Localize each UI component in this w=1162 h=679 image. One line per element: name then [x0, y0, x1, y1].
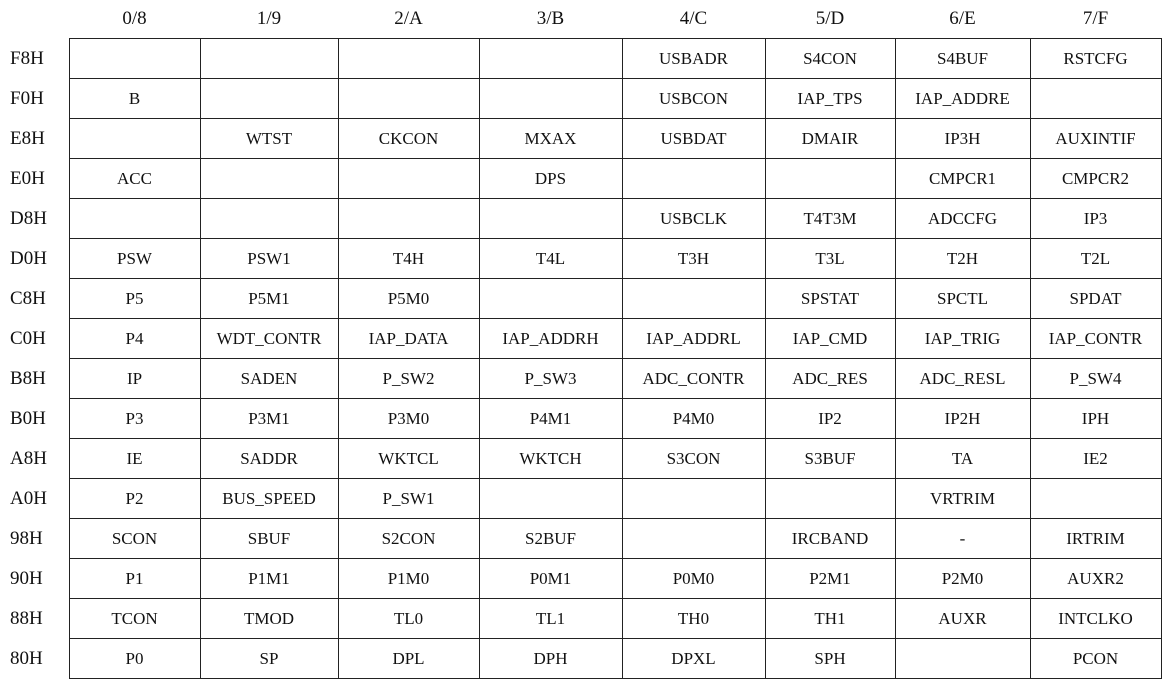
- register-cell: IAP_DATA: [338, 319, 479, 359]
- register-cell: SP: [200, 639, 338, 679]
- column-header: 6/E: [949, 8, 976, 29]
- register-cell: P3M0: [338, 399, 479, 439]
- table-row: [0, 599, 1161, 639]
- register-cell: IAP_CMD: [765, 319, 895, 359]
- register-cell: P2M0: [895, 559, 1030, 599]
- register-cell: T2H: [895, 239, 1030, 279]
- register-cell: IE: [69, 439, 200, 479]
- register-cell: S4CON: [765, 39, 895, 79]
- register-cell: TH1: [765, 599, 895, 639]
- register-cell: WKTCH: [479, 439, 622, 479]
- table-row: [0, 199, 1161, 239]
- table-row: [0, 279, 1161, 319]
- register-cell: [200, 159, 338, 199]
- table-row: [0, 239, 1161, 279]
- register-cell: P4M0: [622, 399, 765, 439]
- register-cell: [479, 79, 622, 119]
- register-cell: TL1: [479, 599, 622, 639]
- register-cell: T2L: [1030, 239, 1161, 279]
- register-cell: [479, 199, 622, 239]
- table-body: [0, 39, 1161, 679]
- table-row: [0, 559, 1161, 599]
- register-cell: [622, 279, 765, 319]
- register-cell: WKTCL: [338, 439, 479, 479]
- table-header: [0, 0, 1161, 39]
- register-cell: IP: [69, 359, 200, 399]
- register-cell: ADCCFG: [895, 199, 1030, 239]
- register-cell: DPS: [479, 159, 622, 199]
- register-cell: [338, 199, 479, 239]
- register-cell: -: [895, 519, 1030, 559]
- register-cell: [622, 159, 765, 199]
- register-cell: AUXR: [895, 599, 1030, 639]
- register-cell: TCON: [69, 599, 200, 639]
- register-cell: USBADR: [622, 39, 765, 79]
- register-cell: P_SW3: [479, 359, 622, 399]
- row-address: E0H: [10, 167, 45, 189]
- register-cell: USBCON: [622, 79, 765, 119]
- register-cell: VRTRIM: [895, 479, 1030, 519]
- table-row: [0, 319, 1161, 359]
- register-cell: CKCON: [338, 119, 479, 159]
- register-cell: SPSTAT: [765, 279, 895, 319]
- register-cell: [622, 519, 765, 559]
- register-cell: [338, 79, 479, 119]
- table-row: [0, 159, 1161, 199]
- register-cell: AUXINTIF: [1030, 119, 1161, 159]
- register-cell: DMAIR: [765, 119, 895, 159]
- register-cell: S2CON: [338, 519, 479, 559]
- register-cell: [765, 159, 895, 199]
- register-cell: IAP_TRIG: [895, 319, 1030, 359]
- table-row: [0, 119, 1161, 159]
- register-cell: USBCLK: [622, 199, 765, 239]
- column-header: 1/9: [256, 8, 282, 29]
- register-cell: P3: [69, 399, 200, 439]
- register-cell: [200, 39, 338, 79]
- register-cell: INTCLKO: [1030, 599, 1161, 639]
- register-cell: T4L: [479, 239, 622, 279]
- register-cell: [338, 159, 479, 199]
- register-cell: T3H: [622, 239, 765, 279]
- register-cell: [338, 39, 479, 79]
- register-cell: [200, 79, 338, 119]
- register-cell: IAP_ADDRE: [895, 79, 1030, 119]
- register-cell: IAP_ADDRH: [479, 319, 622, 359]
- register-cell: BUS_SPEED: [200, 479, 338, 519]
- register-cell: IPH: [1030, 399, 1161, 439]
- register-cell: S4BUF: [895, 39, 1030, 79]
- register-cell: DPXL: [622, 639, 765, 679]
- register-cell: WDT_CONTR: [200, 319, 338, 359]
- row-address: F8H: [10, 47, 44, 69]
- column-header: 2/A: [394, 8, 423, 29]
- register-cell: SCON: [69, 519, 200, 559]
- register-cell: [765, 479, 895, 519]
- register-cell: P5M1: [200, 279, 338, 319]
- column-header: 7/F: [1082, 8, 1109, 29]
- register-cell: SPCTL: [895, 279, 1030, 319]
- register-cell: TL0: [338, 599, 479, 639]
- table-row: [0, 39, 1161, 79]
- register-cell: CMPCR1: [895, 159, 1030, 199]
- register-cell: DPH: [479, 639, 622, 679]
- row-address: F0H: [10, 87, 44, 109]
- register-cell: [69, 39, 200, 79]
- register-cell: USBDAT: [622, 119, 765, 159]
- register-cell: IP2: [765, 399, 895, 439]
- register-cell: SBUF: [200, 519, 338, 559]
- register-cell: P1M0: [338, 559, 479, 599]
- register-cell: P5: [69, 279, 200, 319]
- register-cell: IP2H: [895, 399, 1030, 439]
- row-address: 80H: [10, 647, 43, 669]
- register-cell: P0M1: [479, 559, 622, 599]
- register-cell: S3CON: [622, 439, 765, 479]
- register-cell: IAP_ADDRL: [622, 319, 765, 359]
- register-cell: P1M1: [200, 559, 338, 599]
- row-address: 88H: [10, 607, 43, 629]
- register-cell: TA: [895, 439, 1030, 479]
- row-address: D0H: [10, 247, 47, 269]
- register-cell: P4M1: [479, 399, 622, 439]
- register-cell: RSTCFG: [1030, 39, 1161, 79]
- register-cell: [1030, 479, 1161, 519]
- register-cell: IP3H: [895, 119, 1030, 159]
- register-cell: ADC_RESL: [895, 359, 1030, 399]
- row-address: 90H: [10, 567, 43, 589]
- register-cell: AUXR2: [1030, 559, 1161, 599]
- row-address: E8H: [10, 127, 45, 149]
- register-cell: IAP_CONTR: [1030, 319, 1161, 359]
- register-cell: P_SW1: [338, 479, 479, 519]
- header-corner: [0, 0, 69, 39]
- row-address: C8H: [10, 287, 46, 309]
- register-cell: P3M1: [200, 399, 338, 439]
- register-cell: ADC_RES: [765, 359, 895, 399]
- register-cell: P1: [69, 559, 200, 599]
- register-cell: IRTRIM: [1030, 519, 1161, 559]
- register-cell: S2BUF: [479, 519, 622, 559]
- register-cell: PCON: [1030, 639, 1161, 679]
- register-cell: PSW1: [200, 239, 338, 279]
- register-cell: [200, 199, 338, 239]
- register-cell: TH0: [622, 599, 765, 639]
- register-cell: P0: [69, 639, 200, 679]
- table-row: [0, 519, 1161, 559]
- register-cell: P2: [69, 479, 200, 519]
- register-cell: SADDR: [200, 439, 338, 479]
- register-cell: P_SW2: [338, 359, 479, 399]
- register-cell: WTST: [200, 119, 338, 159]
- row-address: A8H: [10, 447, 47, 469]
- register-cell: P_SW4: [1030, 359, 1161, 399]
- register-cell: T4T3M: [765, 199, 895, 239]
- register-cell: S3BUF: [765, 439, 895, 479]
- register-cell: [895, 639, 1030, 679]
- register-cell: [622, 479, 765, 519]
- column-header: 4/C: [679, 8, 708, 29]
- register-cell: [69, 119, 200, 159]
- register-cell: SPH: [765, 639, 895, 679]
- register-cell: [479, 39, 622, 79]
- register-cell: MXAX: [479, 119, 622, 159]
- register-cell: IAP_TPS: [765, 79, 895, 119]
- register-cell: TMOD: [200, 599, 338, 639]
- row-address: B0H: [10, 407, 46, 429]
- table-row: [0, 399, 1161, 439]
- register-cell: P2M1: [765, 559, 895, 599]
- register-cell: CMPCR2: [1030, 159, 1161, 199]
- register-cell: IE2: [1030, 439, 1161, 479]
- register-cell: T3L: [765, 239, 895, 279]
- register-cell: P0M0: [622, 559, 765, 599]
- register-cell: B: [69, 79, 200, 119]
- row-address: 98H: [10, 527, 43, 549]
- table-row: [0, 79, 1161, 119]
- register-cell: SADEN: [200, 359, 338, 399]
- column-header: 3/B: [536, 8, 565, 29]
- register-cell: P4: [69, 319, 200, 359]
- register-cell: ACC: [69, 159, 200, 199]
- register-cell: [479, 279, 622, 319]
- header-row: [0, 0, 1161, 39]
- register-cell: [479, 479, 622, 519]
- table-row: [0, 359, 1161, 399]
- table-row: [0, 439, 1161, 479]
- register-cell: SPDAT: [1030, 279, 1161, 319]
- row-address: D8H: [10, 207, 47, 229]
- row-address: B8H: [10, 367, 46, 389]
- register-cell: PSW: [69, 239, 200, 279]
- register-cell: T4H: [338, 239, 479, 279]
- column-header: 0/8: [122, 8, 147, 29]
- row-address: A0H: [10, 487, 47, 509]
- register-cell: IRCBAND: [765, 519, 895, 559]
- table-row: [0, 479, 1161, 519]
- row-address: C0H: [10, 327, 46, 349]
- register-cell: IP3: [1030, 199, 1161, 239]
- register-cell: [69, 199, 200, 239]
- register-cell: ADC_CONTR: [622, 359, 765, 399]
- table-row: [0, 639, 1161, 679]
- column-header: 5/D: [815, 8, 845, 29]
- register-cell: DPL: [338, 639, 479, 679]
- register-cell: P5M0: [338, 279, 479, 319]
- register-cell: [1030, 79, 1161, 119]
